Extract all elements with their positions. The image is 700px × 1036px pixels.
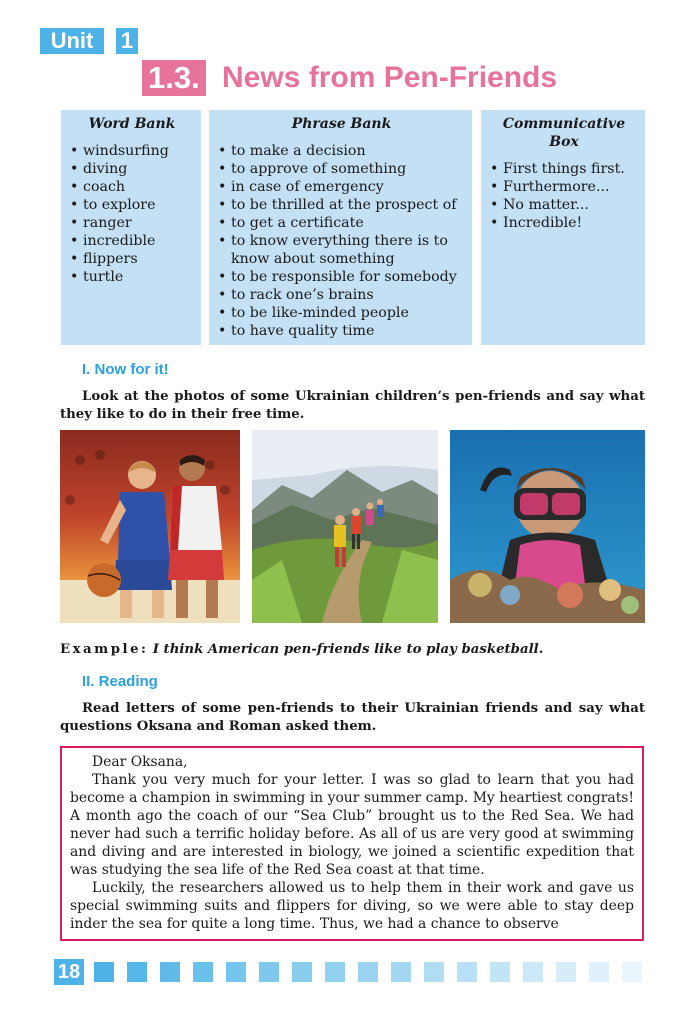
word-bank-item: • flippers bbox=[69, 250, 195, 268]
phrase-bank-item: • to have quality time bbox=[217, 322, 466, 340]
footer-square bbox=[424, 962, 444, 982]
footer-square bbox=[523, 962, 543, 982]
footer-square bbox=[259, 962, 279, 982]
word-bank-item: • turtle bbox=[69, 268, 195, 286]
word-bank-item: • incredible bbox=[69, 232, 195, 250]
page-number: 18 bbox=[54, 959, 84, 985]
unit-number: 1 bbox=[116, 28, 138, 54]
word-bank-item: • to explore bbox=[69, 196, 195, 214]
footer-square bbox=[391, 962, 411, 982]
footer-square bbox=[193, 962, 213, 982]
hiking-photo bbox=[252, 430, 438, 623]
phrase-bank-item: • to approve of something bbox=[217, 160, 466, 178]
unit-label: Unit bbox=[40, 28, 104, 54]
phrase-bank bbox=[209, 110, 472, 345]
phrase-bank-item: • to be responsible for somebody bbox=[217, 268, 466, 286]
section1-instruction: Look at the photos of some Ukrainian children’s pen-friends and say what they like to do in their free time. bbox=[60, 389, 645, 422]
footer-square bbox=[94, 962, 114, 982]
example-sentence bbox=[60, 641, 645, 659]
word-bank-item: • windsurfing bbox=[69, 142, 195, 160]
letter-box bbox=[60, 746, 644, 941]
example-text: I think American pen-friends like to play basketball. bbox=[152, 642, 544, 657]
communicative-box bbox=[481, 110, 645, 345]
phrase-bank-item: • to rack one’s brains bbox=[217, 286, 466, 304]
phrase-bank-list bbox=[217, 142, 466, 340]
word-bank bbox=[61, 110, 201, 345]
communicative-box-item: • Incredible! bbox=[489, 214, 639, 232]
section2-instruction: Read letters of some pen-friends to their Ukrainian friends and say what questions Oksana and Roman asked them. bbox=[60, 701, 645, 734]
section-heading-now-for-it: I. Now for it! bbox=[82, 361, 169, 378]
phrase-bank-item: • to know everything there is to know about something bbox=[217, 232, 466, 268]
communicative-box-item: • Furthermore... bbox=[489, 178, 639, 196]
footer-square bbox=[325, 962, 345, 982]
section-heading-reading: II. Reading bbox=[82, 673, 158, 690]
footer-square bbox=[226, 962, 246, 982]
footer-square bbox=[556, 962, 576, 982]
footer-square bbox=[490, 962, 510, 982]
footer-square bbox=[292, 962, 312, 982]
word-bank-item: • diving bbox=[69, 160, 195, 178]
word-bank-item: • coach bbox=[69, 178, 195, 196]
phrase-bank-item: • to be thrilled at the prospect of bbox=[217, 196, 466, 214]
word-bank-item: • ranger bbox=[69, 214, 195, 232]
communicative-box-title: Communicative Box bbox=[502, 116, 626, 150]
lesson-title: News from Pen-Friends bbox=[222, 61, 558, 94]
phrase-bank-item: • in case of emergency bbox=[217, 178, 466, 196]
footer-square bbox=[160, 962, 180, 982]
communicative-box-item: • First things first. bbox=[489, 160, 639, 178]
phrase-bank-item: • to make a decision bbox=[217, 142, 466, 160]
phrase-bank-item: • to be like-minded people bbox=[217, 304, 466, 322]
diving-photo bbox=[450, 430, 645, 623]
footer-square bbox=[127, 962, 147, 982]
footer-square bbox=[358, 962, 378, 982]
word-bank-title: Word Bank bbox=[88, 116, 176, 132]
lesson-number: 1.3. bbox=[142, 60, 206, 96]
letter-paragraph: Luckily, the researchers allowed us to help them in their work and gave us special swimming suits and flippers for diving, so we were able to stay deep inder the sea for quite a long time. Thus, we had a chance to observe bbox=[70, 880, 634, 932]
communicative-box-list bbox=[489, 160, 639, 232]
letter-salutation: Dear Oksana, bbox=[92, 754, 188, 770]
basketball-photo bbox=[60, 430, 240, 623]
word-bank-list bbox=[69, 142, 195, 286]
footer-square bbox=[622, 962, 642, 982]
letter-paragraph: Thank you very much for your letter. I was so glad to learn that you had become a champion in swimming in your summer camp. My heartiest congrats! A month ago the coach of our “Sea Club” brought us to the Red Sea. We had never had such a terrific holiday before. As all of us are very good at swimming and diving and are interested in biology, we joined a scientific expedition that was studying the sea life of the Red Sea coast at that time. bbox=[70, 772, 634, 878]
phrase-bank-title: Phrase Bank bbox=[291, 116, 392, 132]
phrase-bank-item: • to get a certificate bbox=[217, 214, 466, 232]
example-label: Example: bbox=[60, 642, 149, 657]
footer-square bbox=[589, 962, 609, 982]
communicative-box-item: • No matter... bbox=[489, 196, 639, 214]
footer-square bbox=[457, 962, 477, 982]
